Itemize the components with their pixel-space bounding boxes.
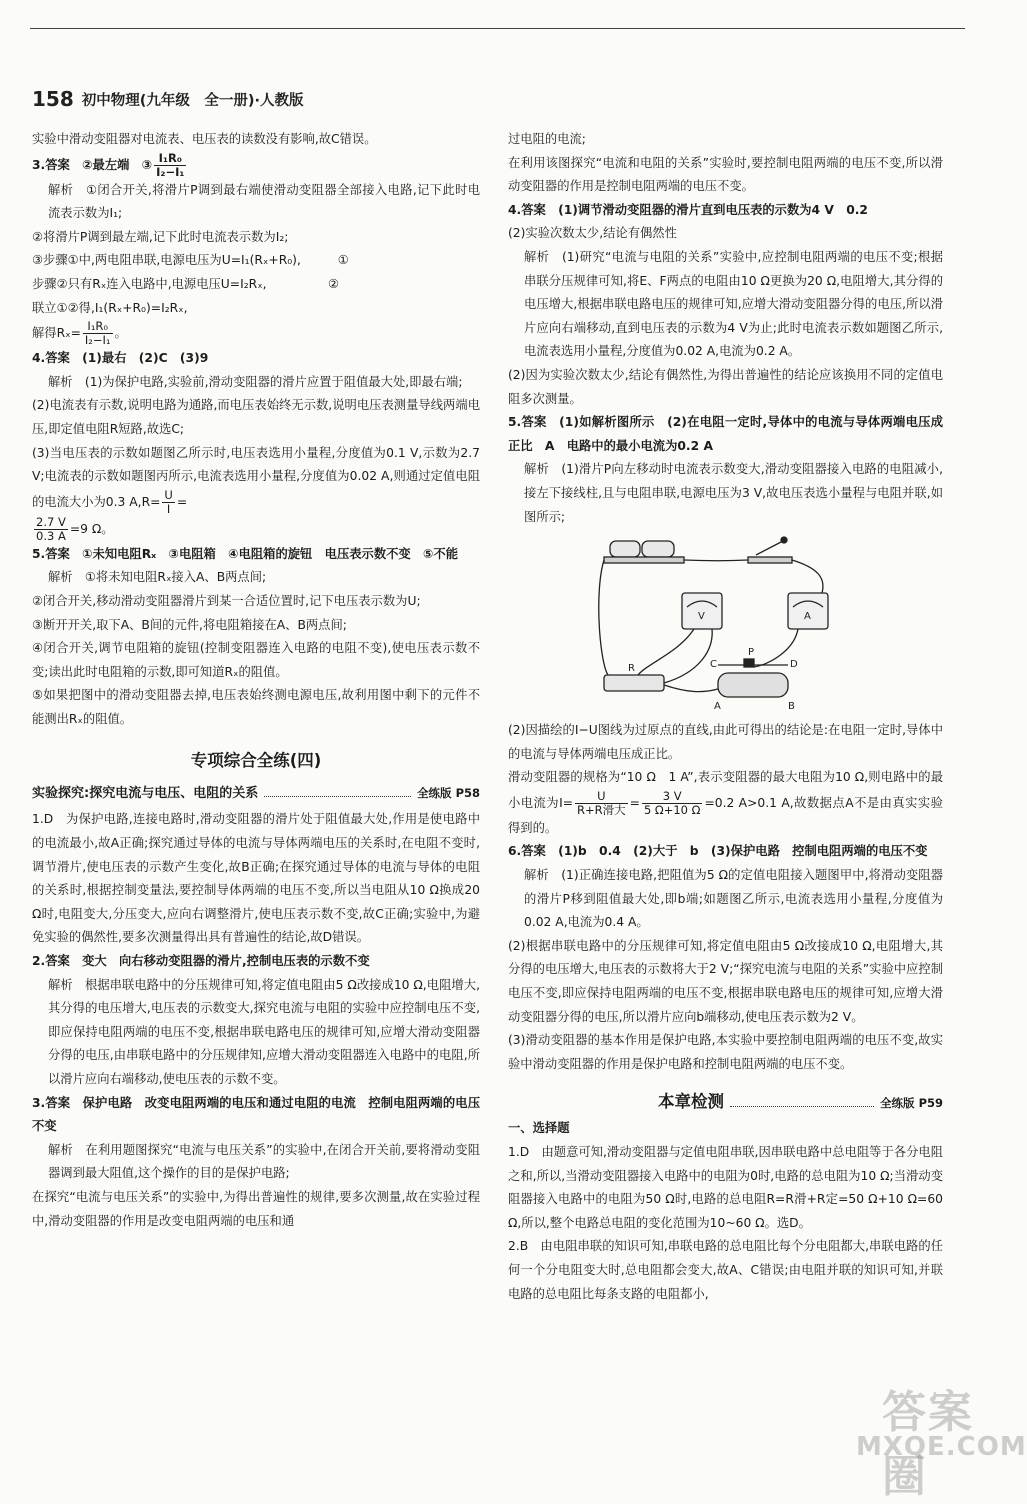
answer-5r: 5.答案 (1)如解析图所示 (2)在电阻一定时,导体中的电流与导体两端电压成正比 A 电路中的最小电流为0.2 A <box>508 415 943 453</box>
paragraph: (3)当电压表的示数如题图乙所示时,电压表选用小量程,分度值为0.1 V,示数为2.7 V;电流表的示数如题图丙所示,电流表选用小量程,分度值为0.02 A,则通过定值电阻的电流大小为0.3 A,R= $\frac{U}{I}$ = <box>32 445 480 516</box>
circuit-diagram <box>598 533 834 713</box>
paragraph: 解析 (1)滑片P向左移动时电流表示数变大,滑动变阻器接入电路的电阻减小,接左下接线柱,且与电阻串联,电源电压为3 V,故电压表选小量程与电阻并联,如图所示; <box>524 462 943 524</box>
paragraph: (2)根据串联电路中的分压规律可知,将定值电阻由5 Ω改接成10 Ω,电阻增大,其分得的电压增大,电压表的示数将大于2 V;“探究电流与电阻的关系”实验中应控制电压不变,即应保持电阻两端的电压不变,根据串联电路电压的规律可知,应增大滑动变阻器分得的电压,所以滑片应向b端移动,使电压表示数为2 V。 <box>508 938 943 1024</box>
paragraph: 在利用该图探究“电流和电阻的关系”实验时,要控制电阻两端的电压不变,所以滑动变阻器的作用是控制电阻两端的电压不变。 <box>508 155 943 194</box>
watermark-logo: 答案圈 <box>882 1387 974 1502</box>
fraction: $\frac{U}{\text{R+R滑大}}$ <box>577 788 626 817</box>
paragraph: ②闭合开关,移动滑动变阻器滑片到某一合适位置时,记下电压表示数为U; <box>32 593 421 608</box>
paragraph: (2)实验次数太少,结论有偶然性 <box>508 226 677 241</box>
book-title: 初中物理(九年级 全一册)·人教版 <box>81 92 304 109</box>
figure-label: C <box>710 659 717 671</box>
fraction: $\frac{U}{I}$ <box>164 487 173 516</box>
paragraph: ⑤如果把图中的滑动变阻器去掉,电压表始终测电源电压,故利用图中剩下的元件不能测出Rₓ的阻值。 <box>32 688 480 726</box>
paragraph: 解析 (1)为保护电路,实验前,滑动变阻器的滑片应置于阻值最大处,即最右端; <box>48 374 463 389</box>
answer-4: 4.答案 (1)最右 (2)C (3)9 <box>32 351 209 366</box>
page-ref: 全练版 P59 <box>880 1096 943 1111</box>
paragraph: (2)因为实验次数太少,结论有偶然性,为得出普遍性的结论应该换用不同的定值电阻多次测量。 <box>508 367 943 406</box>
subsection-title: 实验探究:探究电流与电压、电阻的关系 全练版 P58 <box>32 781 480 806</box>
section-title: 专项综合全练(四) <box>190 751 322 771</box>
part-heading: 一、选择题 <box>508 1121 570 1136</box>
answer-6: 6.答案 (1)b 0.4 (2)大于 b (3)保护电路 控制电阻两端的电压不变 <box>508 844 928 859</box>
paragraph: 解析 ①闭合开关,将滑片P调到最右端使滑动变阻器全部接入电路,记下此时电流表示数为I₁; <box>48 182 480 221</box>
section-title-chapter-test: 本章检测 全练版 P59 <box>508 1090 943 1115</box>
paragraph: 解得Rₓ= $\frac{\text{I₁R₀}}{\text{I₂−I₁}}$ 。 <box>32 319 127 348</box>
paragraph: 解析 (1)研究“电流与电阻的关系”实验中,应控制电阻两端的电压不变;根据串联分压规律可知,将E、F两点的电阻由10 Ω更换为20 Ω,电阻增大,其分得的电压增大,根据串联电路电压的规律可知,应增大滑动变阻器分得的电压,所以滑片应向右端移动,直到电压表的示数为4 V为止;此时电流表示数如题图乙所示,电流表选用小量程,分度值为0.02 A,电流为0.2 A。 <box>524 249 943 359</box>
paragraph: 解析 在利用题图探究“电流与电压关系”的实验中,在闭合开关前,要将滑动变阻器调到最大阻值,这个操作的目的是保护电路; <box>48 1142 480 1181</box>
paragraph: 1.D 由题意可知,滑动变阻器与定值电阻串联,因串联电路中总电阻等于各分电阻之和,所以,当滑动变阻器接入电路中的电阻为0时,电路的总电阻为10 Ω;当滑动变阻器接入电路中的电阻为50 Ω时,电路的总电阻R=R滑+R定=50 Ω+10 Ω=60 Ω,所以,整个电路总电阻的变化范围为10~60 Ω。选D。 <box>508 1145 943 1230</box>
figure-label: B <box>788 701 795 713</box>
paragraph: ②将滑片P调到最左端,记下此时电流表示数为I₂; <box>32 229 289 244</box>
paragraph: 2.B 由电阻串联的知识可知,串联电路的总电阻比每个分电阻都大,串联电路的任何一个分电阻变大时,总电阻都会变大,故A、C错误;由电阻并联的知识可知,并联电路的总电阻比每条支路的电阻都小, <box>508 1239 943 1301</box>
paragraph: 解析 根据串联电路中的分压规律可知,将定值电阻由5 Ω改接成10 Ω,电阻增大,其分得的电压增大,电压表的示数变大,探究电流与电阻的实验中应控制电压不变,即应保持电阻两端的电压不变,根据串联电路电压的规律可知,应增大滑动变阻器分得的电压,由串联电路中的分压规律知,应增大滑动变阻器连入电路中的电阻,所以滑片应向右端移动,使电压表的示数不变。 <box>48 977 480 1086</box>
paragraph: 过电阻的电流; <box>508 132 586 146</box>
watermark-url: MXQE.COM <box>856 1432 1027 1462</box>
figure-label: D <box>790 659 798 671</box>
figure-label: A <box>714 701 721 713</box>
right-column <box>508 128 943 1306</box>
paragraph: ③步骤①中,两电阻串联,电源电压为U=I₁(Rₓ+R₀), ① <box>32 253 349 268</box>
page-header <box>32 86 304 112</box>
paragraph: 解析 (1)正确连接电路,把阻值为5 Ω的定值电阻接入题图甲中,将滑动变阻器的滑片P移到阻值最大处,即b端;如题图乙所示,电流表选用小量程,分度值为0.02 A,电流为0.4 A。 <box>524 868 943 930</box>
figure-label: P <box>748 647 755 659</box>
paragraph: 解析 ①将未知电阻Rₓ接入A、B两点间; <box>48 570 267 585</box>
figure-label: V <box>698 611 705 623</box>
figure-label: R <box>628 663 635 675</box>
paragraph: 滑动变阻器的规格为“10 Ω 1 A”,表示变阻器的最大电阻为10 Ω,则电路中的最小电流为I= $\frac{U}{\text{R+R滑大}}$ = $\frac{3 V}{5 \Omega+10 \Omega}$ =0.2 A>0.1 A,故数据点A不是由真实实验得到的。 <box>508 770 943 835</box>
page-ref: 全练版 P58 <box>417 786 480 801</box>
paragraph: $\frac{2.7 V}{0.3 A}$ =9 Ω。 <box>36 514 114 543</box>
fraction: $\frac{\text{I₁R₀}}{\text{I₂−I₁}}$ <box>156 150 185 179</box>
paragraph: 联立①②得,I₁(Rₓ+R₀)=I₂Rₓ, <box>32 300 188 315</box>
paragraph: 在探究“电流与电压关系”的实验中,为得出普遍性的规律,要多次测量,故在实验过程中,滑动变阻器的作用是改变电阻两端的电压和通 <box>32 1189 480 1228</box>
answer-3: 3.答案 ②最左端 ③ $\frac{\text{I₁R₀}}{\text{I₂−I₁}}$ <box>32 150 185 179</box>
fraction: $\frac{2.7 V}{0.3 A}$ <box>36 514 66 543</box>
answer-5: 5.答案 ①未知电阻Rₓ ③电阻箱 ④电阻箱的旋钮 电压表示数不变 ⑤不能 <box>32 546 459 561</box>
paragraph: (2)因描绘的I−U图线为过原点的直线,由此可得出的结论是:在电阻一定时,导体中的电流与导体两端电压成正比。 <box>508 723 943 761</box>
fraction: $\frac{3 V}{5 \Omega+10 \Omega}$ <box>643 788 701 817</box>
page-number: 158 <box>32 87 74 111</box>
left-column <box>32 128 480 1233</box>
fraction: $\frac{\text{I₁R₀}}{\text{I₂−I₁}}$ <box>84 319 111 348</box>
answer-4r: 4.答案 (1)调节滑动变阻器的滑片直到电压表的示数为4 V 0.2 <box>508 202 868 217</box>
paragraph: 实验中滑动变阻器对电流表、电压表的读数没有影响,故C错误。 <box>32 132 377 146</box>
paragraph: 步骤②只有Rₓ连入电路中,电源电压U=I₂Rₓ, ② <box>32 276 340 291</box>
paragraph: (3)滑动变阻器的基本作用是保护电路,本实验中要控制电阻两端的电压不变,故实验中滑动变阻器的作用是保护电路和控制电阻两端的电压不变。 <box>508 1033 943 1071</box>
figure-label: A <box>804 611 811 623</box>
answer-3b: 3.答案 保护电路 改变电阻两端的电压和通过电阻的电流 控制电阻两端的电压不变 <box>32 1095 480 1134</box>
answer-2: 2.答案 变大 向右移动变阻器的滑片,控制电压表的示数不变 <box>32 954 370 969</box>
paragraph: ③断开开关,取下A、B间的元件,将电阻箱接在A、B两点间; <box>32 617 347 632</box>
paragraph: 1.D 为保护电路,连接电路时,滑动变阻器的滑片处于阻值最大处,作用是使电路中的电流最小,故A正确;探究通过导体的电流与导体两端电压的关系时,在电阻不变时,调节滑片,使电压表的示数产生变化,故B正确;在探究通过导体的电流与导体的电阻的关系时,根据控制变量法,要控制导体两端的电压不变,所以当电阻从10 Ω换成20 Ω时,电阻变大,分压变大,应向右调整滑片,使电压表示数不变,故C正确;实验中,为避免实验的偶然性,要多次测量得出具有普遍性的结论,故D错误。 <box>32 812 480 945</box>
paragraph: (2)电流表有示数,说明电路为通路,而电压表始终无示数,说明电压表测量导线两端电压,即定值电阻R短路,故选C; <box>32 398 480 436</box>
top-rule <box>30 28 965 29</box>
paragraph: ④闭合开关,调节电阻箱的旋钮(控制变阻器连入电路的电阻不变),使电压表示数不变;读出此时电阻箱的示数,即可知道Rₓ的阻值。 <box>32 641 480 679</box>
